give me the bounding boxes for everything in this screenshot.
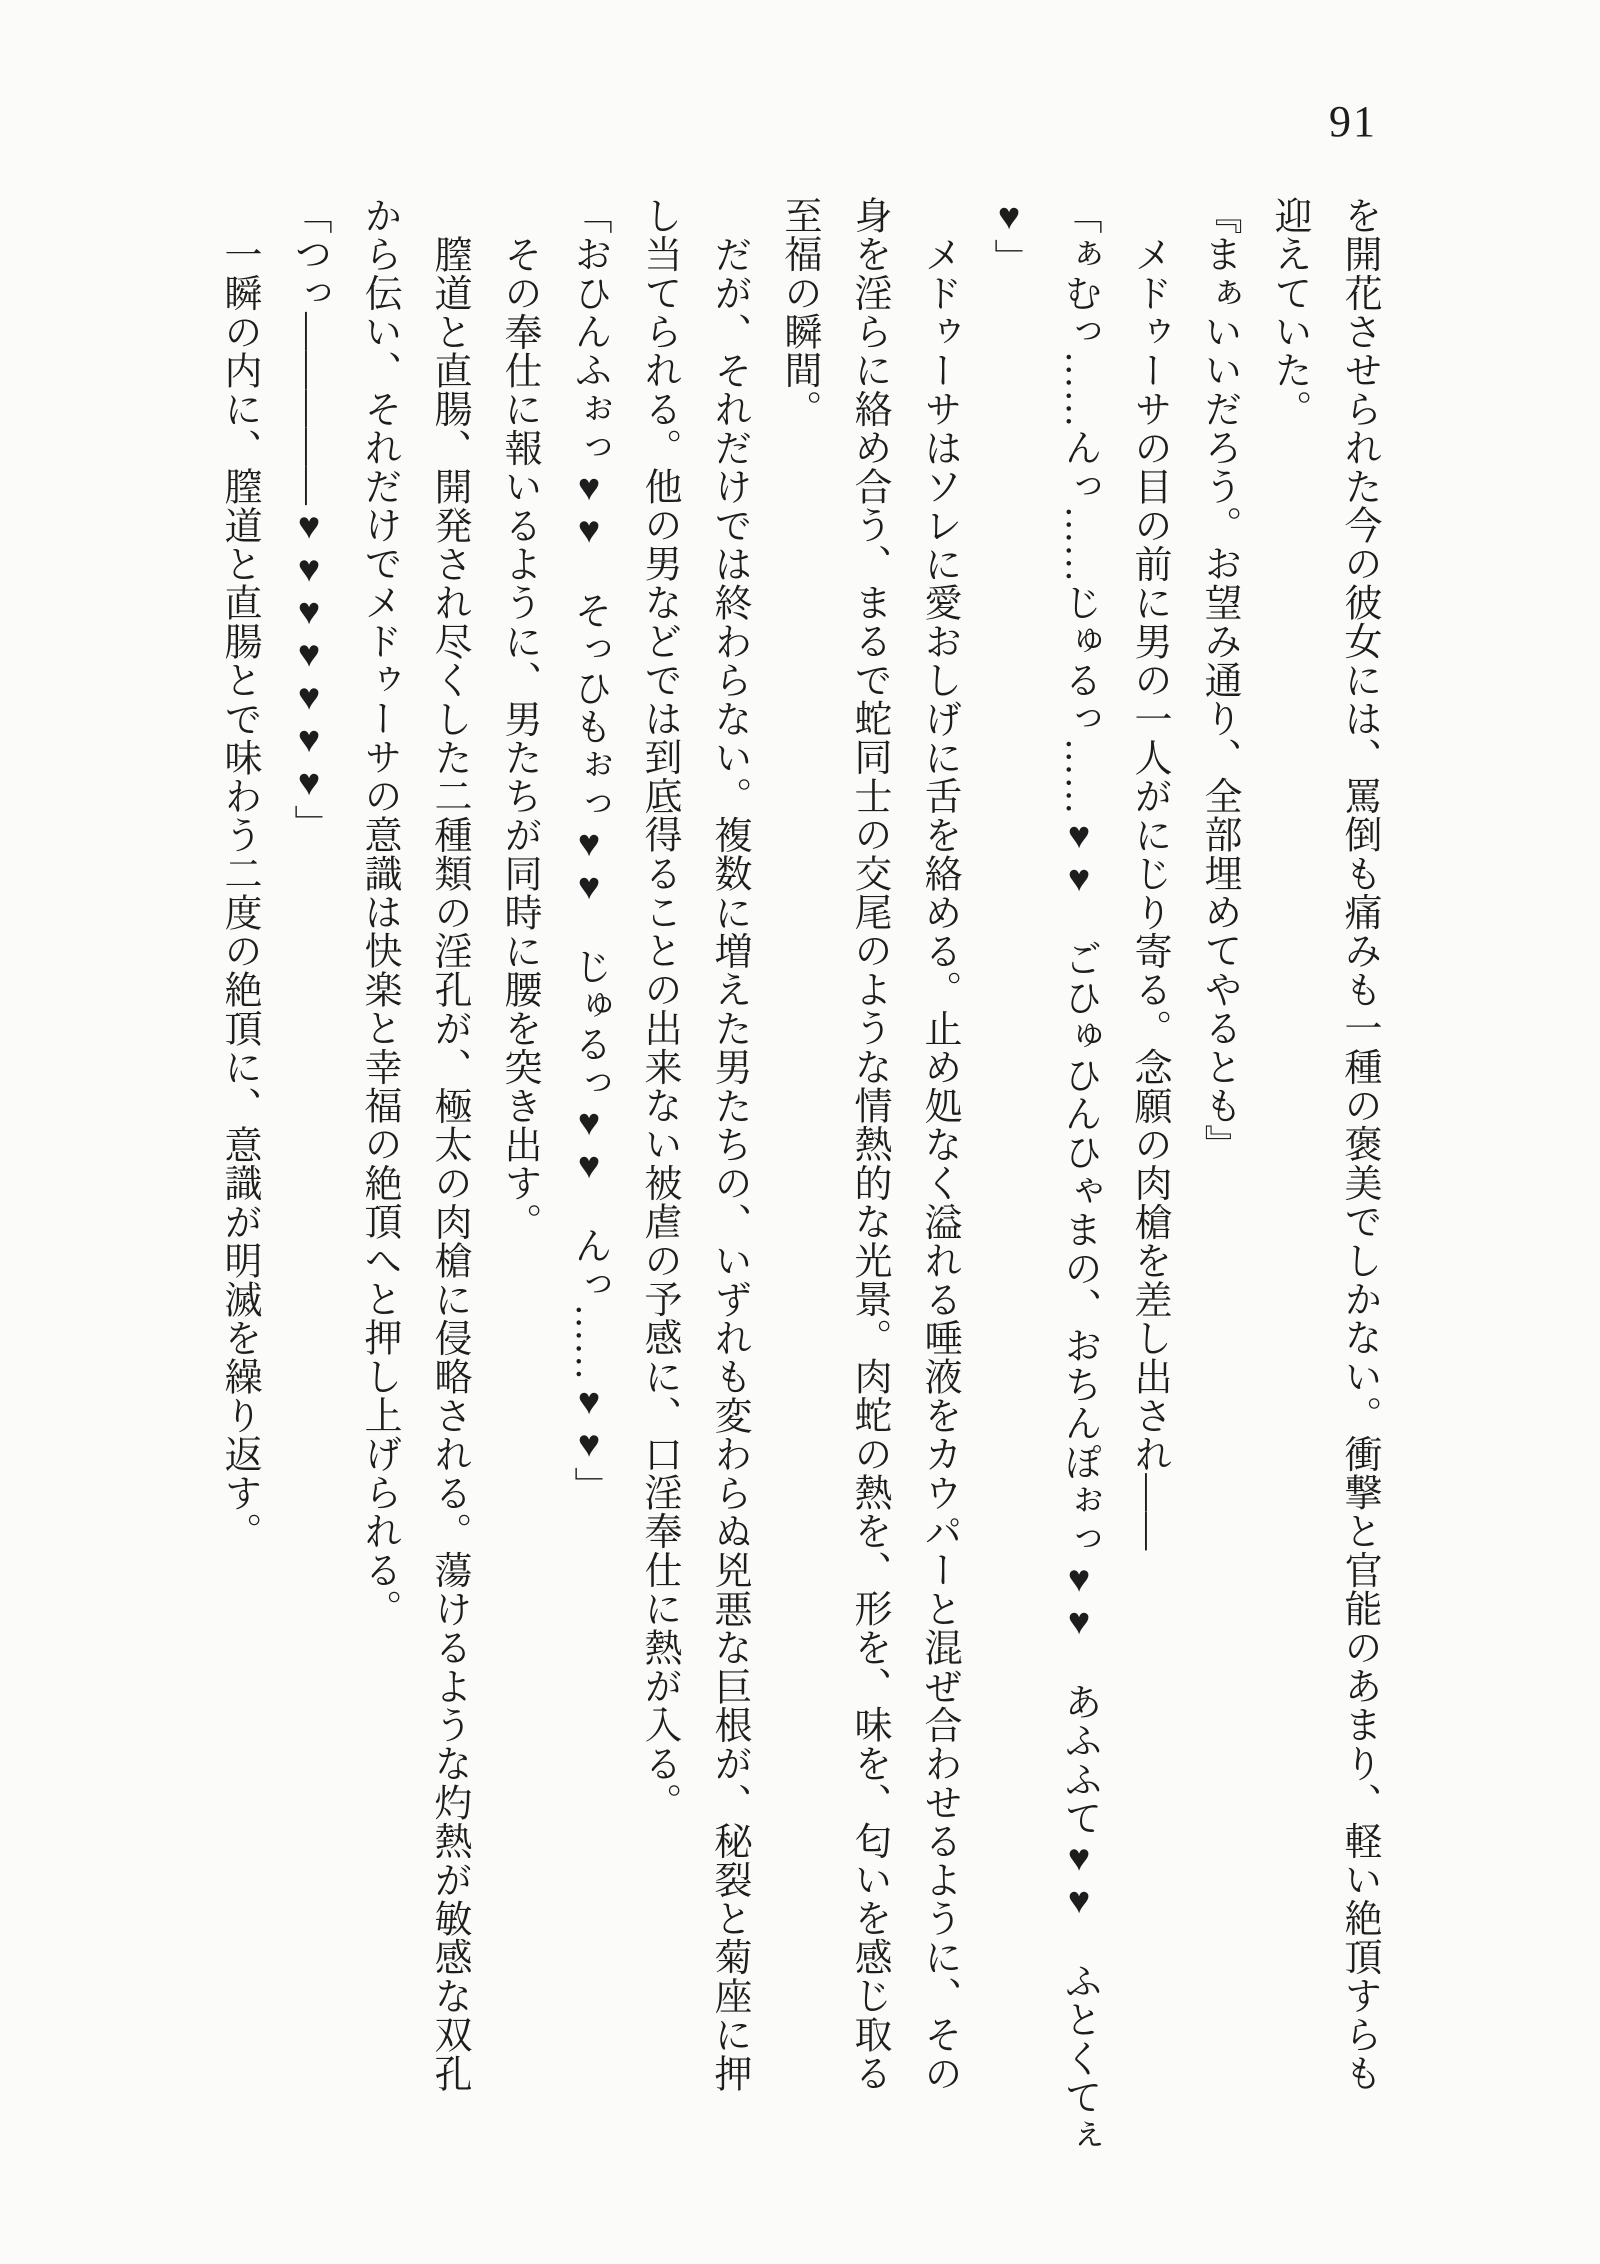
text-column: 『まぁいいだろう。お望み通り、全部埋めてやるとも』	[1198, 196, 1240, 1164]
text-column: メドゥーサはソレに愛おしげに舌を絡める。止め処なく溢れる唾液をカウパーと混ぜ合わせるように、その	[918, 235, 960, 2093]
text-column: から伝い、それだけでメドゥーサの意識は快楽と幸福の絶頂へと押し上げられる。	[358, 196, 400, 1628]
page-number: 91	[1329, 97, 1377, 146]
text-column: メドゥーサの目の前に男の一人がにじり寄る。念願の肉槍を差し出され――	[1128, 235, 1170, 1551]
text-column: 至福の瞬間。	[778, 196, 820, 429]
text-column: ♥」	[988, 196, 1030, 278]
text-column: 「ぁむっ……んっ……じゅるっ……♥♥ ごひゅひんひゃまの、おちんぽぉっ♥♥ あふふて♥♥ ふとくてぇ	[1058, 196, 1100, 2155]
text-column: 一瞬の内に、膣道と直腸とで味わう二度の絶頂に、意識が明滅を繰り返す。	[218, 235, 260, 1551]
text-column: を開花させられた今の彼女には、罵倒も痛みも一種の褒美でしかない。衝撃と官能のあまり、軽い絶頂すらも	[1338, 196, 1380, 2093]
text-column: し当てられる。他の男などでは到底得ることの出来ない被虐の予感に、口淫奉仕に熱が入る。	[638, 196, 680, 1822]
text-column: 「おひんふぉっ♥♥ そっひもぉっ♥♥ じゅるっ♥♥ んっ……♥♥」	[568, 196, 610, 1506]
text-column: 身を淫らに絡め合う、まるで蛇同士の交尾のような情熱的な光景。肉蛇の熱を、形を、味を、匂いを感じ取る	[848, 196, 890, 2093]
text-block	[200, 196, 1394, 2226]
text-column: 「つっ―――――♥♥♥♥♥♥♥」	[288, 196, 330, 844]
text-column: 迎えていた。	[1268, 196, 1310, 429]
text-column: その奉仕に報いるように、男たちが同時に腰を突き出す。	[498, 235, 540, 1242]
text-column: だが、それだけでは終わらない。複数に増えた男たちの、いずれも変わらぬ兇悪な巨根が、秘裂と菊座に押	[708, 235, 750, 2093]
text-column: 膣道と直腸、開発され尽くした二種類の淫孔が、極太の肉槍に侵略される。蕩けるような灼熱が敏感な双孔	[428, 235, 470, 2093]
